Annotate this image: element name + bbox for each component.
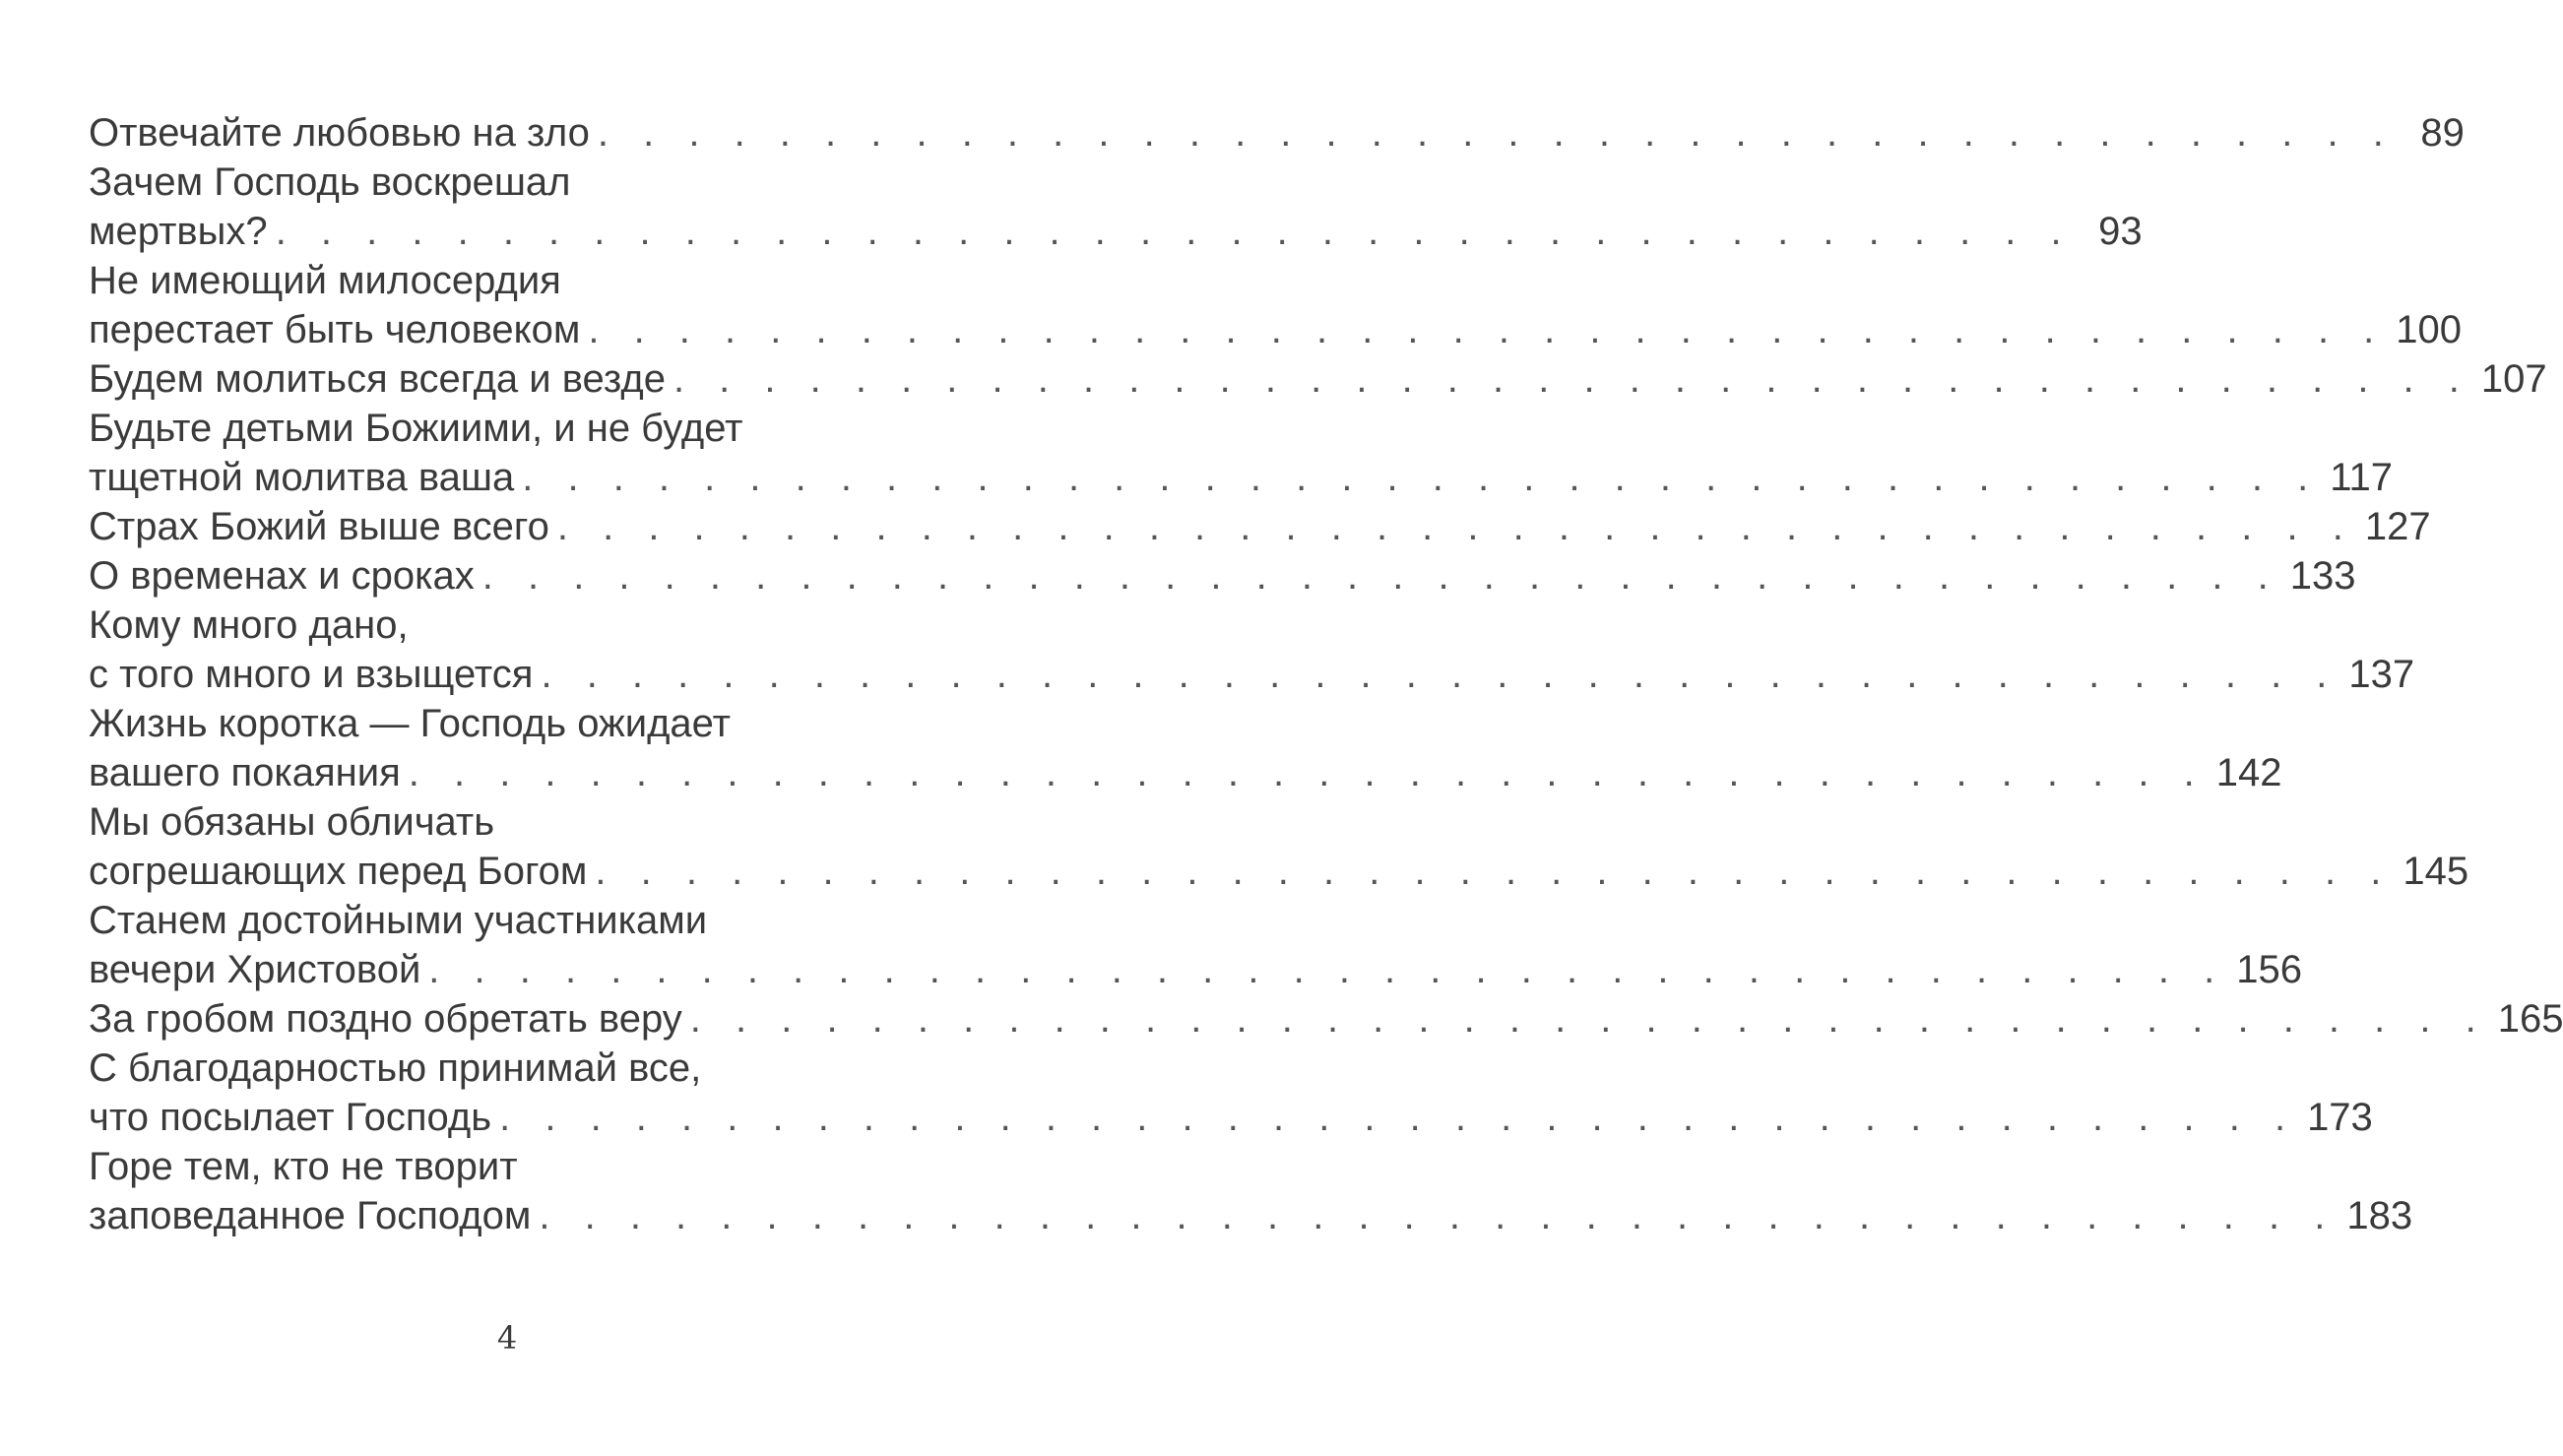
toc-entry-title-line: вашего покаяния <box>89 751 401 794</box>
toc-entry-page-number: 145 <box>2403 850 2469 893</box>
toc-entry-title-line: Зачем Господь воскрешал <box>89 160 571 204</box>
toc-entry-page-number: 93 <box>2098 210 2143 253</box>
toc-entry-row <box>89 1093 2373 1142</box>
dot-leader: . . . . . . . . . . . . . . . . . . . . . . . . . . . . . . . . . . . . . . . . <box>522 456 2321 499</box>
toc-entry-title-line: О временах и сроках <box>89 554 475 598</box>
toc-entry-title-line: с того много и взыщется <box>89 653 534 696</box>
toc-entry-row <box>89 354 2547 404</box>
dot-leader: . . . . . . . . . . . . . . . . . . . . . . . . . . . . . . . . . . . . . . . . <box>481 554 2280 598</box>
page-number: 4 <box>496 1319 518 1357</box>
toc-entry-title-line: заповеданное Господом <box>89 1194 532 1237</box>
toc-entry-page-number: 89 <box>2420 111 2465 155</box>
toc-entry-title-line: мертвых? <box>89 210 268 253</box>
dot-leader: . . . . . . . . . . . . . . . . . . . . . . . . . . . . . . . . . . . . . . . . <box>428 948 2227 991</box>
toc-entry-page-number: 142 <box>2215 751 2282 794</box>
toc-entry-title-line: что посылает Господь <box>89 1096 492 1139</box>
toc-entry-row <box>89 945 2302 994</box>
toc-entry-title-line: Горе тем, кто не творит <box>89 1145 518 1188</box>
toc-entry-title-line: тщетной молитва ваша <box>89 456 515 499</box>
toc-entry-row <box>89 453 2393 502</box>
dot-leader: . . . . . . . . . . . . . . . . . . . . . . . . . . . . . . . . . . . . . . . . <box>689 997 2488 1041</box>
dot-leader: . . . . . . . . . . . . . . . . . . . . . . . . . . . . . . . . . . . . . . . . <box>595 850 2394 893</box>
toc-entry <box>89 994 2563 1044</box>
toc-entry-title-line: Станем достойными участниками <box>89 899 708 942</box>
dot-leader: . . . . . . . . . . . . . . . . . . . . . . . . . . . . . . . . . . . . . . . . <box>539 1194 2338 1237</box>
toc-entry-title-line: Не имеющий милосердия <box>89 259 561 302</box>
toc-entry-page-number: 173 <box>2307 1096 2373 1139</box>
toc-entry <box>89 896 2302 994</box>
toc-entry <box>89 502 2431 551</box>
toc-entry-title-line: Мы обязаны обличать <box>89 800 495 844</box>
toc-entry-row <box>89 551 2356 601</box>
dot-leader: . . . . . . . . . . . . . . . . . . . . . . . . . . . . . . . . . . . . . . . . <box>541 653 2339 696</box>
toc-entry <box>89 108 2465 158</box>
toc-entry-page-number: 156 <box>2236 948 2302 991</box>
toc-entry <box>89 1044 2373 1142</box>
toc-entry-row <box>89 650 2415 699</box>
toc-entry-page-number: 127 <box>2364 505 2431 548</box>
toc-entry-row <box>89 108 2465 158</box>
toc-entry-title-line: Будем молиться всегда и везде <box>89 357 666 401</box>
toc-entry-title-line: Будьте детьми Божиими, и не будет <box>89 407 743 450</box>
toc-entry-page-number: 137 <box>2348 653 2415 696</box>
dot-leader: . . . . . . . . . . . . . . . . . . . . . . . . . . . . . . . . . . . . . . . . <box>275 210 2074 253</box>
toc-entry-page-number: 165 <box>2497 997 2563 1041</box>
toc-entry-row <box>89 502 2431 551</box>
toc-entry <box>89 256 2463 354</box>
toc-entry-title-line: Отвечайте любовью на зло <box>89 111 590 155</box>
toc-entry-row <box>89 207 2143 256</box>
toc-entry-row <box>89 1191 2413 1240</box>
toc-entry-page-number: 100 <box>2396 308 2463 351</box>
dot-leader: . . . . . . . . . . . . . . . . . . . . . . . . . . . . . . . . . . . . . . . . <box>499 1096 2298 1139</box>
toc-entry-row <box>89 994 2563 1044</box>
dot-leader: . . . . . . . . . . . . . . . . . . . . . . . . . . . . . . . . . . . . . . . . <box>673 357 2471 401</box>
toc-entry-title-line: За гробом поздно обретать веру <box>89 997 682 1041</box>
toc-entry-page-number: 183 <box>2346 1194 2413 1237</box>
toc-entry-title-line: вечери Христовой <box>89 948 421 991</box>
toc-entry-title-line: Страх Божий выше всего <box>89 505 549 548</box>
toc-entry-row <box>89 748 2282 797</box>
toc-entry-title-line: С благодарностью принимай все, <box>89 1046 702 1090</box>
toc-entry-row <box>89 305 2463 354</box>
dot-leader: . . . . . . . . . . . . . . . . . . . . . . . . . . . . . . . . . . . . . . . . <box>588 308 2387 351</box>
toc-entry <box>89 601 2415 699</box>
toc-entry <box>89 797 2469 896</box>
toc-entry <box>89 1142 2413 1240</box>
toc-entry <box>89 354 2547 404</box>
dot-leader: . . . . . . . . . . . . . . . . . . . . . . . . . . . . . . . . . . . . . . . . <box>408 751 2207 794</box>
dot-leader: . . . . . . . . . . . . . . . . . . . . . . . . . . . . . . . . . . . . . . . . <box>556 505 2355 548</box>
toc-entry-title-line: Кому много дано, <box>89 603 409 647</box>
dot-leader: . . . . . . . . . . . . . . . . . . . . . . . . . . . . . . . . . . . . . . . . <box>597 111 2396 155</box>
table-of-contents <box>89 108 2563 1240</box>
toc-entry-page-number: 107 <box>2480 357 2547 401</box>
toc-entry <box>89 158 2143 256</box>
toc-entry-row <box>89 847 2469 896</box>
toc-entry <box>89 699 2282 797</box>
toc-entry-title-line: Жизнь коротка — Господь ожидает <box>89 702 731 745</box>
toc-entry-title-line: перестает быть человеком <box>89 308 581 351</box>
toc-entry-title-line: согрешающих перед Богом <box>89 850 588 893</box>
toc-entry <box>89 551 2356 601</box>
toc-entry-page-number: 117 <box>2330 456 2393 499</box>
toc-entry <box>89 404 2393 502</box>
toc-entry-page-number: 133 <box>2289 554 2356 598</box>
